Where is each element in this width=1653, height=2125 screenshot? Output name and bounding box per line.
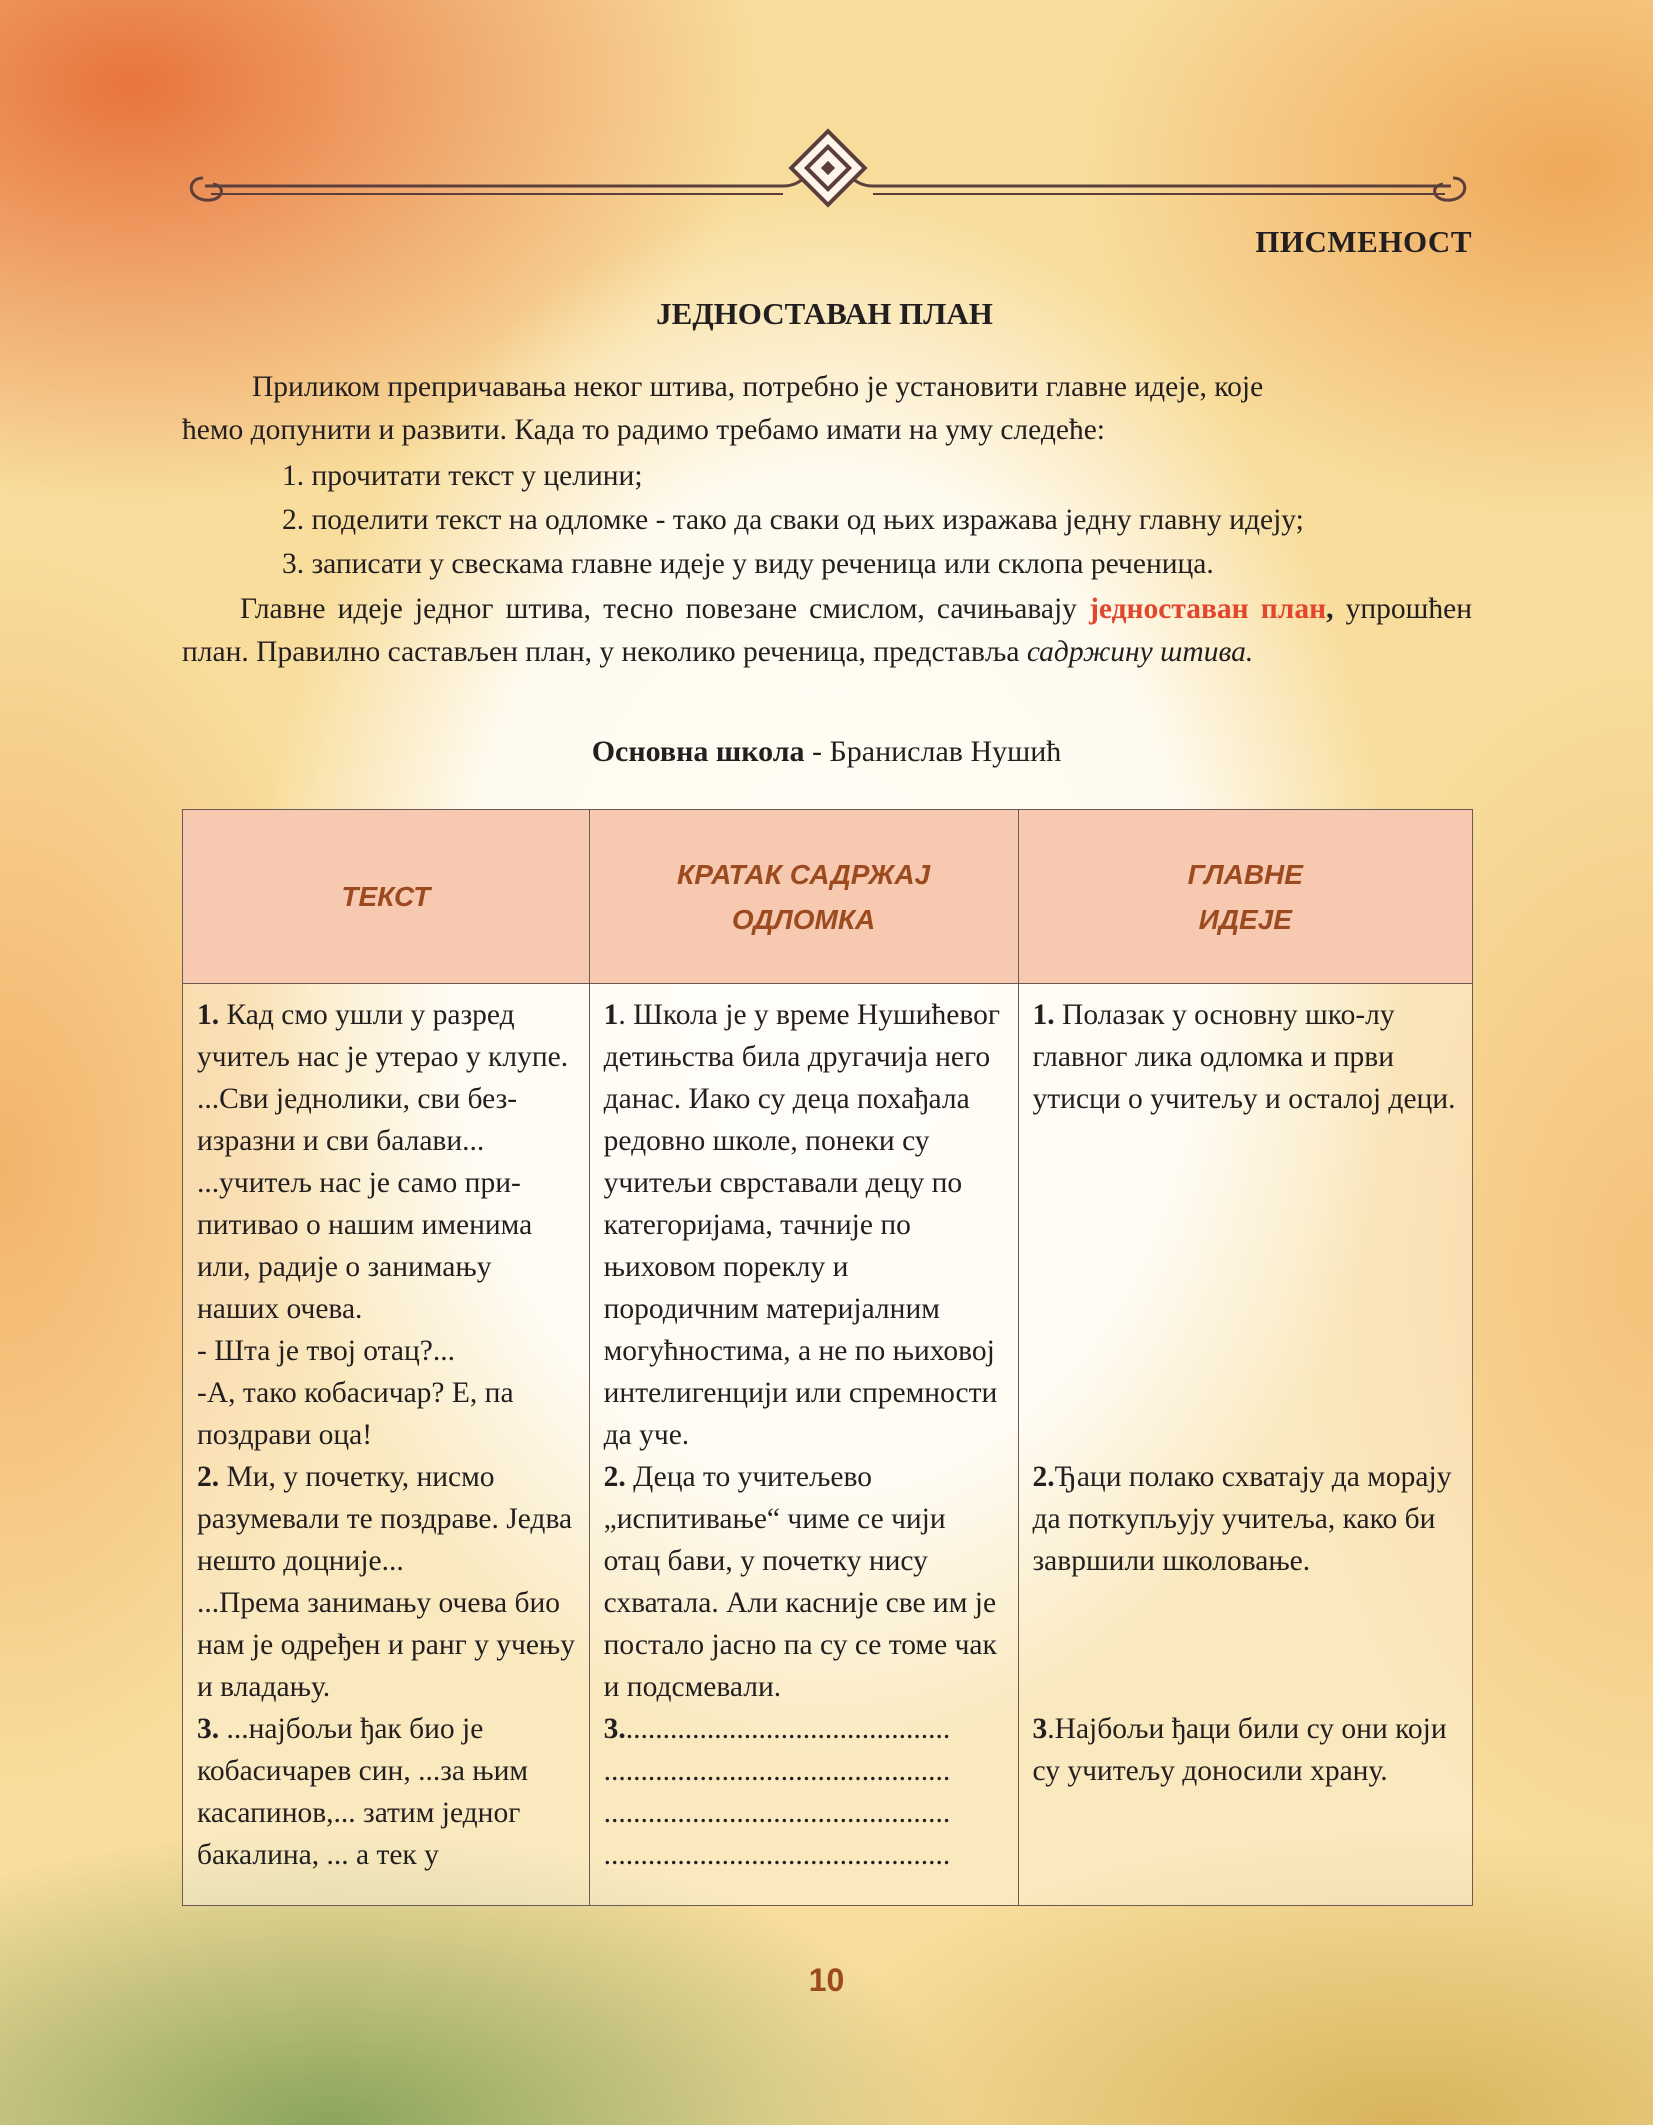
text-fragment: - Шта је твој отац?... (197, 1335, 455, 1367)
text-part-2 (197, 1456, 579, 1582)
text-part-1-quote-3 (197, 1330, 579, 1372)
part-number: 1. (1032, 999, 1055, 1031)
step-item-1: 1. прочитати текст у целини; (282, 460, 643, 492)
intro-line-1: Приликом препричавања неког штива, потребно је установити главне идеје, које (252, 371, 1264, 403)
main-idea-comma: , (1326, 593, 1334, 625)
intro-line-2: ћемо допунити и развити. Када то радимо требамо имати на уму следеће: (182, 414, 1105, 446)
work-heading (0, 735, 1653, 769)
text-fragment: -А, тако кобасичар? Е, па поздрави оца! (197, 1377, 514, 1451)
plan-table (182, 809, 1473, 1906)
part-number: 1. (197, 999, 220, 1031)
idea-1 (1033, 994, 1462, 1120)
text-column-cell (183, 984, 590, 1906)
blank-line-2: ............................................... (603, 1755, 951, 1787)
header-ideas-line-1: ГЛАВНЕ (1187, 858, 1303, 890)
dotted-fill: ............................................ (625, 1713, 951, 1745)
header-ideas-line-2: ИДЕЈЕ (1198, 903, 1292, 935)
main-ideas-column-cell (1018, 984, 1472, 1906)
page-title-text: ЈЕДНОСТАВАН ПЛАН (656, 296, 993, 331)
header-main-ideas (1018, 810, 1472, 984)
part-number: 3 (1032, 1713, 1048, 1745)
intro-paragraph (182, 366, 1472, 452)
text-fragment: Кад смо ушли у разред учитељ нас је утерао у клупе. (197, 999, 569, 1073)
header-text-label: ТЕКСТ (341, 881, 431, 912)
text-fragment: ...учитељ нас је само при-питивао о нашим именима или, радије о занимању наших очева. (197, 1167, 533, 1325)
work-author: Бранислав Нушић (829, 735, 1062, 768)
text-part-1-quote-1 (197, 1078, 579, 1162)
text-part-2-quote (197, 1582, 579, 1708)
header-summary (589, 810, 1018, 984)
blank-line-3: ............................................... (603, 1797, 951, 1829)
section-label: ПИСМЕНОСТ (1255, 224, 1472, 259)
page-number: 10 (808, 1962, 845, 1998)
highlight-term: једноставан план (1089, 593, 1327, 625)
idea-text: Полазак у основну шко-лу главног лика одломка и први утисци о учитељу и осталој деци. (1032, 999, 1456, 1115)
text-fragment: ...Према занимању очева био нам је одређен и ранг у учењу и владању. (197, 1587, 575, 1703)
blank-line-1 (604, 1708, 1008, 1750)
table-header-row (183, 810, 1473, 984)
text-part-1-quote-4 (197, 1372, 579, 1456)
step-item-3: 3. записати у свескама главне идеје у виду реченица или склопа реченица. (282, 548, 1214, 580)
blank-line-4: ............................................... (603, 1839, 951, 1871)
header-summary-line-1: КРАТАК САДРЖАЈ (677, 858, 931, 890)
text-fragment: ...Сви једнолики, сви без-изразни и сви балави... (197, 1083, 518, 1157)
text-fragment: Ми, у почетку, нисмо разумевали те поздраве. Једва нешто доцније... (197, 1461, 573, 1577)
part-number: 3. (197, 1713, 220, 1745)
summary-text: Деца то учитељево „испитивање“ чиме се чији отац бави, у почетку нису схватала. Али касније све им је постало јасно па су се томе чак и подсмевали. (603, 1461, 997, 1703)
main-idea-before: Главне идеје једног штива, тесно повезане смислом, сачињавају (240, 593, 1090, 625)
idea-3 (1033, 1708, 1462, 1792)
text-part-1 (197, 994, 579, 1078)
idea-text: Ђаци полако схватају да морају да поткупљују учитеља, како би завршили школовање. (1032, 1461, 1452, 1577)
part-number: 3. (603, 1713, 626, 1745)
main-idea-italic: садржину штива. (1026, 636, 1254, 668)
summary-text: . Школа је у време Нушићевог детињства била другачија него данас. Иако су деца похађала редовно школе, понеки су учитељи сврставали децу по категоријама, тачније по њиховом пореклу и породичним материјалним могућностима, а не по њиховој интелигенцији или спремности да уче. (603, 999, 1000, 1451)
summary-column-cell (589, 984, 1018, 1906)
decorative-header-ornament (183, 128, 1473, 210)
idea-text: .Најбољи ђаци били су они који су учитељу доносили храну. (1032, 1713, 1447, 1787)
idea-2 (1033, 1456, 1462, 1582)
part-number: 1 (603, 999, 619, 1031)
table-row (183, 984, 1473, 1906)
header-summary-line-2: ОДЛОМКА (731, 903, 876, 935)
summary-part-1 (604, 994, 1008, 1456)
work-separator: - (804, 735, 830, 768)
part-number: 2. (603, 1461, 626, 1493)
summary-part-3-blank (604, 1708, 1008, 1876)
header-text (183, 810, 590, 984)
main-idea-middle: упрошћен план. Правилно састављен план, у неколико реченица, представља (182, 593, 1472, 668)
part-number: 2. (197, 1461, 220, 1493)
steps-list (282, 454, 1472, 586)
main-idea-paragraph (182, 588, 1472, 674)
text-fragment: ...најбољи ђак био је кобасичарев син, ...за њим касапинов,... затим једног бакалина, ... а тек у (197, 1713, 529, 1871)
text-part-1-quote-2 (197, 1162, 579, 1330)
part-number: 2. (1032, 1461, 1055, 1493)
step-item-2: 2. поделити текст на одломке - тако да сваки од њих изражава једну главну идеју; (282, 504, 1304, 536)
summary-part-2 (604, 1456, 1008, 1708)
page-title (0, 296, 1653, 332)
work-title: Основна школа (591, 735, 805, 768)
text-part-3 (197, 1708, 579, 1876)
